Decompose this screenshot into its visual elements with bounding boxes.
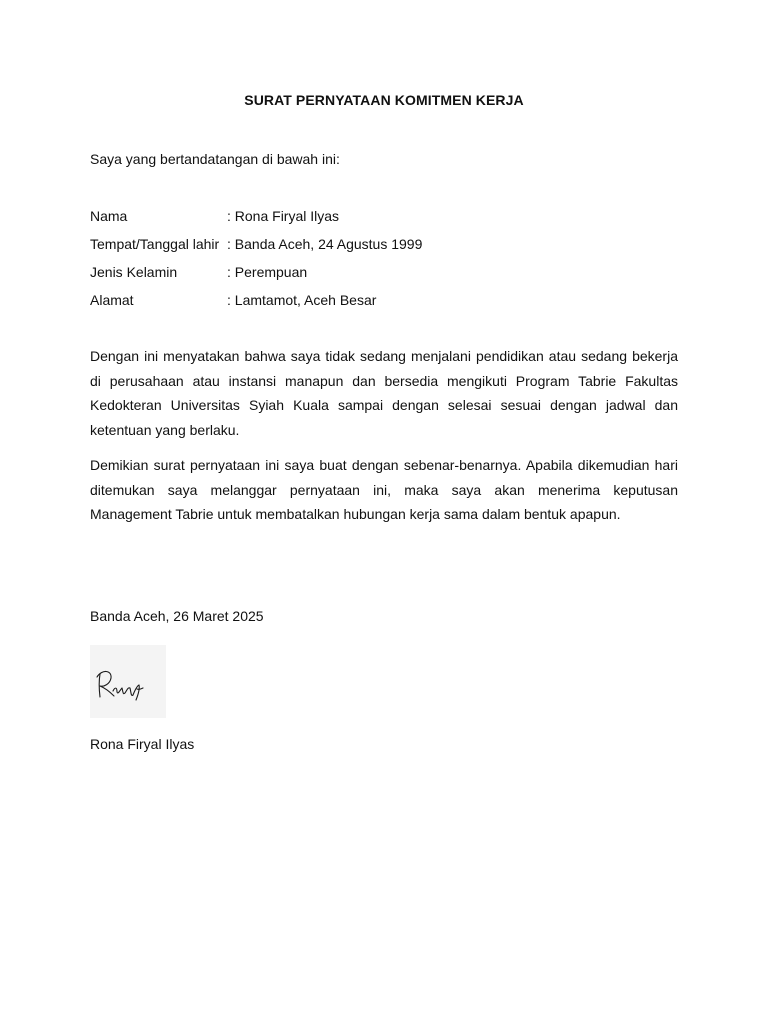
identity-row-birth [90, 235, 422, 263]
identity-value: : Lamtamot, Aceh Besar [227, 292, 377, 308]
identity-value: : Banda Aceh, 24 Agustus 1999 [227, 236, 423, 252]
signature-image [90, 645, 166, 718]
identity-label: Jenis Kelamin [90, 264, 178, 280]
identity-value: : Rona Firyal Ilyas [227, 208, 340, 224]
statement-paragraph: Dengan ini menyatakan bahwa saya tidak sedang menjalani pendidikan atau sedang bekerja di perusahaan atau instansi manapun dan bersedia mengikuti Program Tabrie Fakultas Kedokteran Universitas Syiah Kuala sampai dengan selesai sesuai dengan jadwal dan ketentuan yang berlaku. [90, 348, 678, 438]
closing-paragraph: Demikian surat pernyataan ini saya buat dengan sebenar-benarnya. Apabila dikemudian hari ditemukan saya melanggar pernyataan ini, maka saya akan menerima keputusan Management Tabrie untuk membatalkan hubungan kerja sama dalam bentuk apapun. [90, 457, 678, 523]
identity-row-gender [90, 263, 422, 291]
document-title: SURAT PERNYATAAN KOMITMEN KERJA [244, 92, 524, 108]
identity-table [90, 207, 422, 319]
identity-value: : Perempuan [227, 264, 308, 280]
identity-label: Nama [90, 208, 128, 224]
identity-row-address [90, 291, 422, 319]
identity-label: Tempat/Tanggal lahir [90, 236, 220, 252]
signer-name: Rona Firyal Ilyas [90, 736, 195, 752]
identity-label: Alamat [90, 292, 134, 308]
identity-row-nama [90, 207, 422, 235]
place-date: Banda Aceh, 26 Maret 2025 [90, 608, 264, 624]
intro-text: Saya yang bertandatangan di bawah ini: [90, 151, 340, 167]
